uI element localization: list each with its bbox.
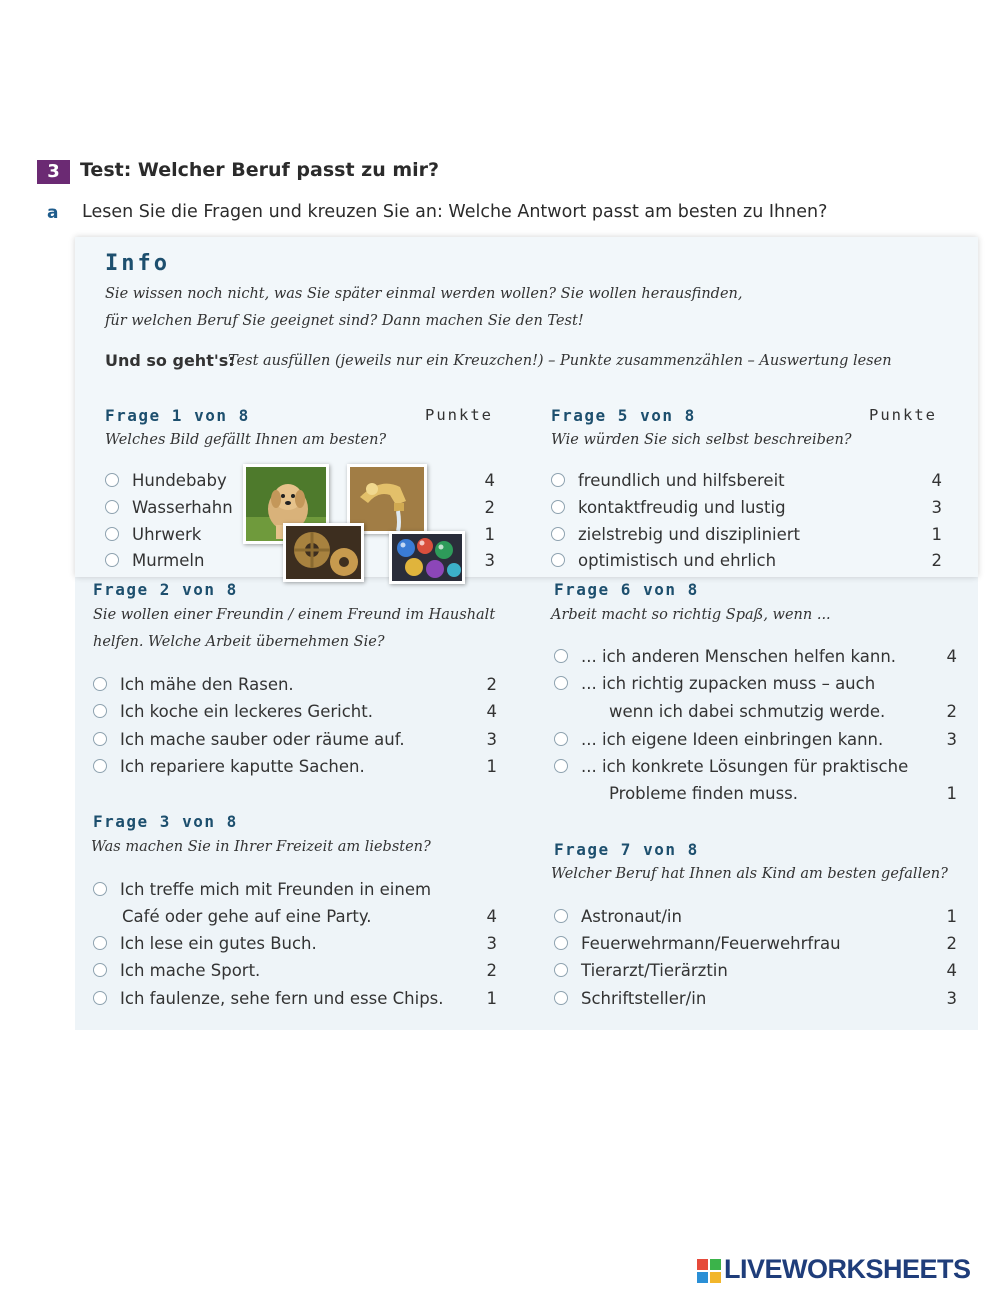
liveworksheets-logo[interactable]: LIVEWORKSHEETS	[724, 1254, 971, 1284]
radio-button[interactable]	[554, 759, 568, 773]
q1-question: Welches Bild gefällt Ihnen am besten?	[105, 432, 387, 448]
radio-button[interactable]	[551, 500, 565, 514]
option-label: Ich mache Sport.	[120, 961, 261, 980]
q2-option-2[interactable]	[93, 698, 373, 725]
q3-points-2: 3	[486, 934, 497, 953]
radio-button[interactable]	[105, 473, 119, 487]
q2-points-2: 4	[486, 702, 497, 721]
q2-option-4[interactable]	[93, 753, 365, 780]
q3-option-3[interactable]	[93, 957, 260, 984]
option-label: freundlich und hilfsbereit	[578, 471, 785, 490]
q5-points-4: 2	[931, 551, 942, 570]
q6-option-2-continuation: wenn ich dabei schmutzig werde.	[609, 702, 886, 721]
q1-points-label: Punkte	[425, 406, 493, 424]
q2-question-line-2: helfen. Welche Arbeit übernehmen Sie?	[93, 634, 385, 650]
q6-points-3: 3	[946, 730, 957, 749]
radio-button[interactable]	[554, 649, 568, 663]
option-label: Wasserhahn	[132, 498, 233, 517]
q7-heading: Frage 7 von 8	[554, 840, 699, 859]
q1-option-2[interactable]	[105, 494, 233, 521]
q1-heading: Frage 1 von 8	[105, 406, 250, 425]
q6-option-2[interactable]	[554, 670, 875, 697]
q3-points-3: 2	[486, 961, 497, 980]
exercise-title: Test: Welcher Beruf passt zu mir?	[80, 159, 440, 181]
sub-exercise-instruction: Lesen Sie die Fragen und kreuzen Sie an: Welche Antwort passt am besten zu Ihnen?	[82, 202, 828, 222]
q6-points-1: 4	[946, 647, 957, 666]
q5-points-2: 3	[931, 498, 942, 517]
q6-points-4: 1	[946, 784, 957, 803]
option-label: Ich mache sauber oder räume auf.	[120, 730, 405, 749]
option-label: Ich lese ein gutes Buch.	[120, 934, 317, 953]
radio-button[interactable]	[551, 553, 565, 567]
q2-points-3: 3	[486, 730, 497, 749]
info-line-1: Sie wissen noch nicht, was Sie später einmal werden wollen? Sie wollen herausfinden,	[105, 286, 743, 302]
q2-question-line-1: Sie wollen einer Freundin / einem Freund im Haushalt	[93, 607, 496, 623]
q1-points-1: 4	[484, 471, 495, 490]
radio-button[interactable]	[105, 500, 119, 514]
q1-option-3[interactable]	[105, 521, 201, 548]
q1-points-4: 3	[484, 551, 495, 570]
option-label: Tierarzt/Tierärztin	[581, 961, 728, 980]
radio-button[interactable]	[93, 963, 107, 977]
radio-button[interactable]	[93, 759, 107, 773]
q3-points-1: 4	[486, 907, 497, 926]
q5-points-3: 1	[931, 525, 942, 544]
q5-points-1: 4	[931, 471, 942, 490]
q5-option-4[interactable]	[551, 547, 776, 574]
radio-button[interactable]	[105, 527, 119, 541]
option-label: ... ich eigene Ideen einbringen kann.	[581, 730, 884, 749]
exercise-number-badge: 3	[37, 160, 70, 184]
marbles-image	[389, 531, 465, 584]
radio-button[interactable]	[93, 732, 107, 746]
q7-points-4: 3	[946, 989, 957, 1008]
radio-button[interactable]	[105, 553, 119, 567]
option-label: Astronaut/in	[581, 907, 682, 926]
radio-button[interactable]	[554, 991, 568, 1005]
q2-heading: Frage 2 von 8	[93, 580, 238, 599]
option-label: ... ich anderen Menschen helfen kann.	[581, 647, 897, 666]
option-label: Uhrwerk	[132, 525, 202, 544]
option-label: optimistisch und ehrlich	[578, 551, 777, 570]
radio-button[interactable]	[554, 963, 568, 977]
q3-option-4[interactable]	[93, 985, 444, 1012]
q6-points-2: 2	[946, 702, 957, 721]
q1-option-4[interactable]	[105, 547, 204, 574]
q7-points-3: 4	[946, 961, 957, 980]
q6-heading: Frage 6 von 8	[554, 580, 699, 599]
q7-option-1[interactable]	[554, 903, 682, 930]
radio-button[interactable]	[554, 936, 568, 950]
q5-points-label: Punkte	[869, 406, 937, 424]
q6-option-4-continuation: Probleme finden muss.	[609, 784, 799, 803]
q5-option-2[interactable]	[551, 494, 786, 521]
q5-question: Wie würden Sie sich selbst beschreiben?	[551, 432, 852, 448]
q1-points-3: 1	[484, 525, 495, 544]
q6-question: Arbeit macht so richtig Spaß, wenn ...	[551, 607, 831, 623]
q3-option-2[interactable]	[93, 930, 317, 957]
option-label: Ich faulenze, sehe fern und esse Chips.	[120, 989, 444, 1008]
radio-button[interactable]	[554, 732, 568, 746]
option-label: Ich treffe mich mit Freunden in einem	[120, 880, 432, 899]
q7-points-1: 1	[946, 907, 957, 926]
option-label: ... ich richtig zupacken muss – auch	[581, 674, 876, 693]
option-label: Ich repariere kaputte Sachen.	[120, 757, 365, 776]
howto-label: Und so geht's:	[105, 351, 235, 370]
q5-heading: Frage 5 von 8	[551, 406, 696, 425]
q3-option-1[interactable]	[93, 876, 431, 903]
option-label: zielstrebig und diszipliniert	[578, 525, 801, 544]
q3-heading: Frage 3 von 8	[93, 812, 238, 831]
q6-option-4[interactable]	[554, 753, 908, 780]
radio-button[interactable]	[93, 936, 107, 950]
option-label: Schriftsteller/in	[581, 989, 707, 1008]
q7-option-4[interactable]	[554, 985, 706, 1012]
radio-button[interactable]	[93, 677, 107, 691]
option-label: Ich koche ein leckeres Gericht.	[120, 702, 373, 721]
radio-button[interactable]	[551, 527, 565, 541]
howto-text: Test ausfüllen (jeweils nur ein Kreuzchen!) – Punkte zusammenzählen – Auswertung lesen	[228, 353, 892, 369]
option-label: kontaktfreudig und lustig	[578, 498, 786, 517]
radio-button[interactable]	[93, 704, 107, 718]
option-label: Hundebaby	[132, 471, 227, 490]
q2-points-1: 2	[486, 675, 497, 694]
q2-option-3[interactable]	[93, 726, 405, 753]
q6-option-1[interactable]	[554, 643, 896, 670]
q7-points-2: 2	[946, 934, 957, 953]
info-line-2: für welchen Beruf Sie geeignet sind? Dann machen Sie den Test!	[105, 313, 584, 329]
clockwork-image	[283, 523, 364, 582]
q5-option-1[interactable]	[551, 467, 785, 494]
q3-question: Was machen Sie in Ihrer Freizeit am liebsten?	[91, 839, 431, 855]
option-label: Ich mähe den Rasen.	[120, 675, 294, 694]
q3-points-4: 1	[486, 989, 497, 1008]
q7-question: Welcher Beruf hat Ihnen als Kind am besten gefallen?	[551, 866, 948, 882]
q2-option-1[interactable]	[93, 671, 294, 698]
q1-points-2: 2	[484, 498, 495, 517]
q3-option-1-continuation: Café oder gehe auf eine Party.	[122, 907, 372, 926]
q2-points-4: 1	[486, 757, 497, 776]
q7-option-2[interactable]	[554, 930, 841, 957]
radio-button[interactable]	[93, 991, 107, 1005]
radio-button[interactable]	[93, 882, 107, 896]
radio-button[interactable]	[551, 473, 565, 487]
radio-button[interactable]	[554, 909, 568, 923]
info-title: Info	[105, 251, 170, 276]
sub-exercise-letter: a	[47, 203, 59, 223]
radio-button[interactable]	[554, 676, 568, 690]
liveworksheets-cube-icon	[697, 1259, 721, 1283]
option-label: ... ich konkrete Lösungen für praktische	[581, 757, 909, 776]
q1-option-1[interactable]	[105, 467, 227, 494]
option-label: Feuerwehrmann/Feuerwehrfrau	[581, 934, 841, 953]
q6-option-3[interactable]	[554, 726, 883, 753]
option-label: Murmeln	[132, 551, 205, 570]
q7-option-3[interactable]	[554, 957, 728, 984]
q5-option-3[interactable]	[551, 521, 800, 548]
